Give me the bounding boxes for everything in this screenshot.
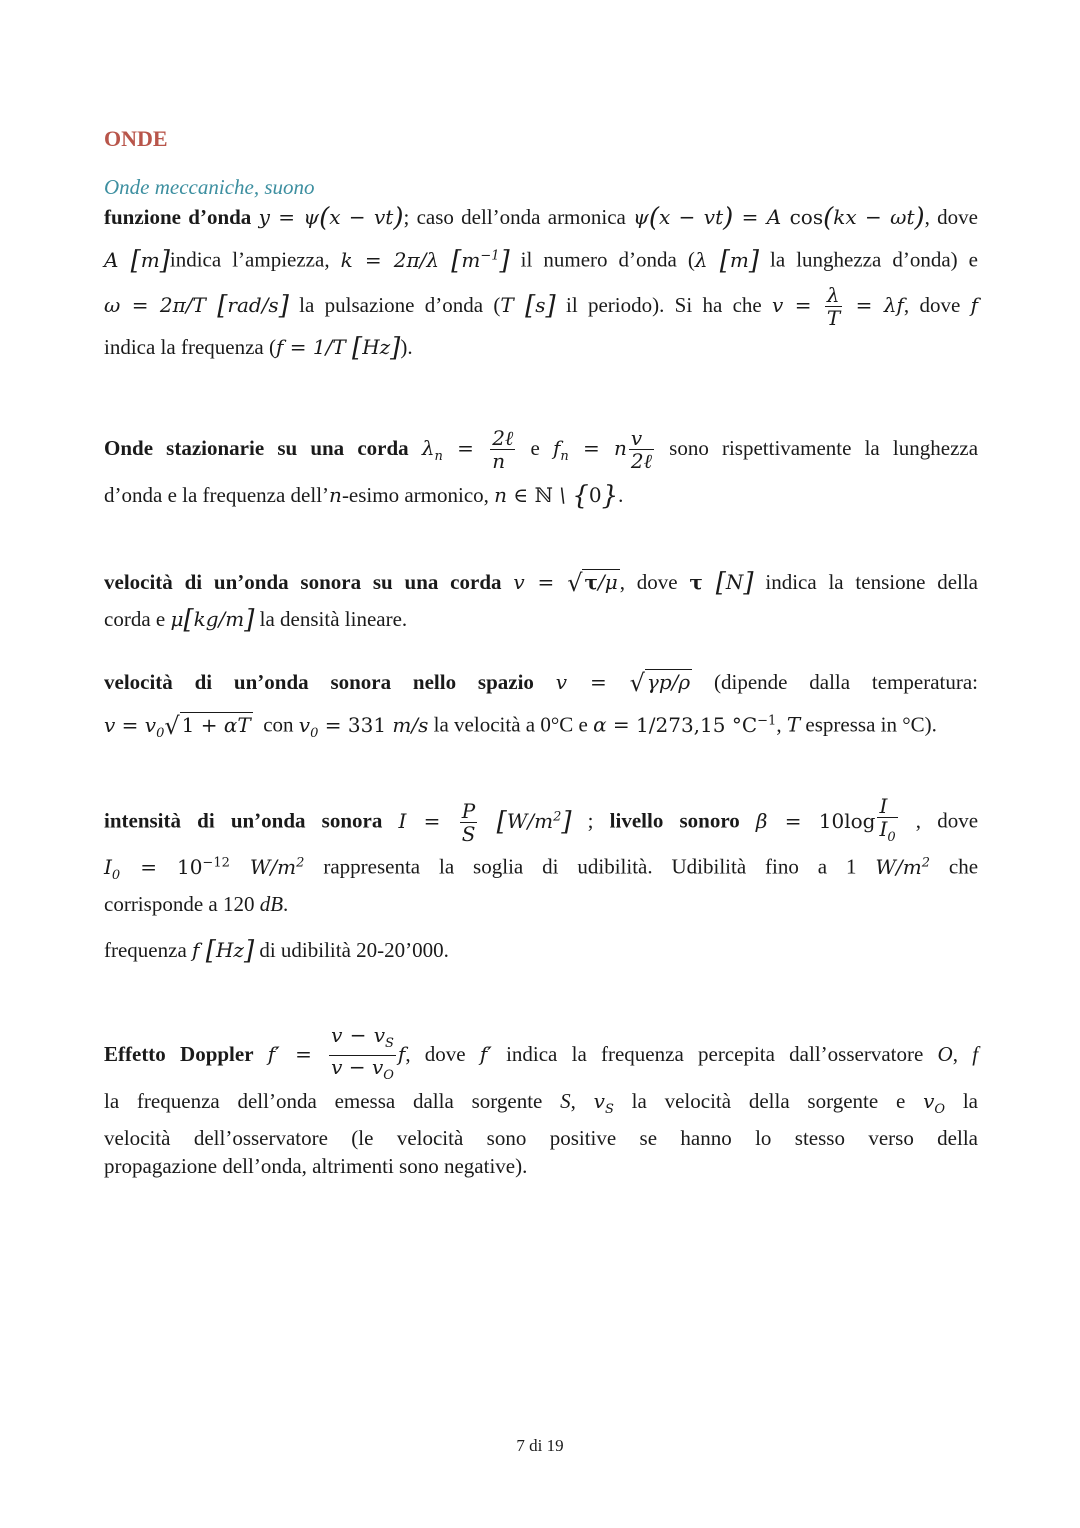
symbol-f-prime: f′ [479, 1042, 492, 1066]
formula-standing-wavelength: $\lambda_n$ = $\frac{\text{2ℓ}}{n}$ [421, 426, 514, 473]
line [104, 936, 978, 965]
line [104, 1152, 978, 1180]
line: $v = v_0√$ 1 + αT con $v_0 = 331$ m/s la velocità a 0°C e α = 1/273,15 $^\circ C^{-1}$, T espressa in °C). [104, 711, 937, 741]
symbol-f: f [972, 1042, 979, 1066]
line: Effetto Doppler f′ = $\frac{v - v_S}{v - v_O}$ f, dove f′ indica la frequenza percepita dall’osservatore O, f [104, 1023, 979, 1083]
term-standing-waves: Onde stazionarie su una corda [104, 436, 409, 460]
line: intensità di un’onda sonora I = $\frac{P}{S}$ $[W/m^2]$ ; livello sonoro β = 10log $\frac{I}{I_0}$ , dove [104, 794, 979, 846]
formula-tension: τ [N] [689, 568, 754, 598]
symbol-O: O [937, 1042, 953, 1066]
line [104, 283, 978, 329]
formula-temperature-speed: $v = v_0√$ 1 + αT [104, 711, 251, 741]
term-intensity: intensità di un’onda sonora [104, 808, 383, 833]
symbol-S: S [560, 1089, 571, 1113]
subsection-heading: Onde meccaniche, suono [104, 175, 315, 199]
formula-wave-number: k = 2π/λ $[m^{-1}]$ [340, 245, 510, 276]
formula-alpha: α = 1/273,15 $^\circ C^{-1}$ [593, 712, 777, 737]
formula-frequency-unit: f [Hz] [192, 936, 255, 966]
paragraph-doppler [104, 1024, 978, 1180]
line: d’onda e la frequenza dell’n-esimo armonico, n ∈ ℕ \ {0}. [104, 481, 624, 511]
text: , dove [619, 570, 678, 594]
formula-frequency: f = 1/T [Hz] [275, 332, 401, 363]
line [104, 605, 978, 634]
formula-doppler: f′ = $\frac{v - v_S}{v - v_O}$ f [267, 1023, 406, 1083]
text: la velocità a 0°C e [433, 712, 588, 737]
formula-vs: $v_S$ [593, 1089, 614, 1117]
formula-threshold: $I_0 = 10^{-12}$ $W/m^2$ [104, 854, 305, 883]
text: indica la tensione della [765, 570, 979, 594]
text: , dove [903, 292, 961, 317]
formula-wavelength: λ [m] [694, 245, 759, 276]
term-string-speed: velocità di un’onda sonora su una corda [104, 570, 502, 594]
paragraph-standing-waves [104, 424, 978, 510]
symbol-T: T [786, 712, 801, 737]
text: il periodo). Si ha che [565, 292, 762, 317]
text: frequenza [104, 938, 187, 962]
line [104, 1124, 978, 1152]
text: rappresenta la soglia di udibilità. Udibilità fino a 1 [323, 854, 857, 879]
formula-v0: $v_0 = 331$ m/s [298, 712, 429, 741]
text: propagazione dell’onda, altrimenti sono negative). [104, 1154, 528, 1178]
text: ; caso dell’onda armonica [403, 205, 626, 229]
line: la frequenza dell’onda emessa dalla sorgente S, $v_S$ la velocità della sorgente e $v_O$ la [104, 1089, 978, 1117]
term-sound-level: livello sonoro [609, 808, 740, 833]
text: di udibilità 20-20’000. [259, 938, 449, 962]
line [104, 668, 978, 697]
text: indica l’ampiezza, [169, 247, 330, 272]
paragraph-wave-function [104, 203, 978, 362]
formula-sound-level: β = 10log $\frac{I}{I_0}$ [755, 794, 896, 846]
symbol-n: n [329, 483, 342, 507]
formula-standing-frequency: $f_n = n$ $\frac{v}{\text{2ℓ}}$ [552, 426, 652, 473]
paragraph-sound-speed [104, 668, 978, 748]
text: la [962, 1089, 978, 1113]
text: -esimo armonico, [341, 483, 489, 507]
formula-unit-wm2: $W/m^2$ [875, 854, 930, 879]
symbol-f: f [970, 292, 979, 317]
text: . [283, 891, 289, 916]
unit-db: dB [259, 891, 284, 916]
text: indica la frequenza ( [104, 334, 276, 359]
formula-linear-density: μ[kg/m] [170, 605, 255, 635]
page-number: 7 di 19 [516, 1436, 564, 1455]
formula-wave-function: y = ψ(x − vt) [258, 203, 404, 233]
text: sono rispettivamente la lunghezza [669, 436, 979, 460]
text: e [530, 436, 540, 460]
text: che [948, 854, 979, 879]
term-wave-function: funzione d’onda [104, 205, 252, 229]
paragraph-intensity [104, 792, 978, 918]
text: con [263, 712, 294, 737]
text: la pulsazione d’onda ( [299, 292, 501, 317]
text: la frequenza dell’onda emessa dalla sorgente [104, 1089, 543, 1113]
paragraph-string-speed [104, 568, 978, 634]
paragraph-audible-frequency [104, 936, 978, 965]
text: d’onda e la frequenza dell’ [104, 483, 330, 507]
text: corrisponde a 120 [104, 891, 255, 916]
text: velocità dell’osservatore (le velocità sono positive se hanno lo stesso verso della [104, 1126, 978, 1150]
formula-sound-speed: v = √ γp/ρ [555, 669, 691, 697]
formula-n-set: n ∈ ℕ \ {0} [494, 481, 619, 511]
formula-velocity: v = $\frac{\lambda}{T}$ = λf [772, 282, 904, 330]
formula-amplitude: A [m] [104, 245, 170, 276]
text: il numero d’onda ( [520, 247, 695, 272]
line [104, 849, 978, 890]
text: la lunghezza d’onda) e [770, 247, 979, 272]
text: , dove [924, 205, 979, 229]
formula-intensity: I = $\frac{P}{S}$ $[W/m^2]$ [398, 798, 572, 846]
text: la densità lineare. [259, 607, 408, 631]
line [104, 890, 978, 918]
section-heading: ONDE [104, 126, 168, 151]
line [104, 568, 978, 597]
text: ). [400, 334, 413, 359]
term-doppler: Effetto Doppler [104, 1042, 254, 1066]
text: dove [937, 808, 979, 833]
text: espressa in °C). [805, 712, 937, 737]
text: indica la frequenza percepita dall’osservatore [506, 1042, 924, 1066]
formula-vo: $v_O$ [923, 1089, 946, 1117]
line [104, 203, 978, 232]
text: corda e [104, 607, 166, 631]
line [104, 424, 978, 481]
formula-angular-frequency: ω = 2π/T [rad/s] [104, 290, 289, 321]
line [104, 333, 978, 362]
text: , dove [405, 1042, 466, 1066]
formula-string-speed: v = √ τ/μ [513, 569, 618, 597]
term-sound-speed: velocità di un’onda sonora nello spazio [104, 670, 534, 694]
formula-harmonic-wave: ψ(x − vt) = A cos(kx − ωt) [633, 203, 925, 233]
line [104, 242, 978, 275]
text: la velocità della sorgente e [631, 1089, 906, 1113]
text: (dipende dalla temperatura: [714, 670, 979, 694]
formula-period: T [s] [500, 290, 556, 321]
